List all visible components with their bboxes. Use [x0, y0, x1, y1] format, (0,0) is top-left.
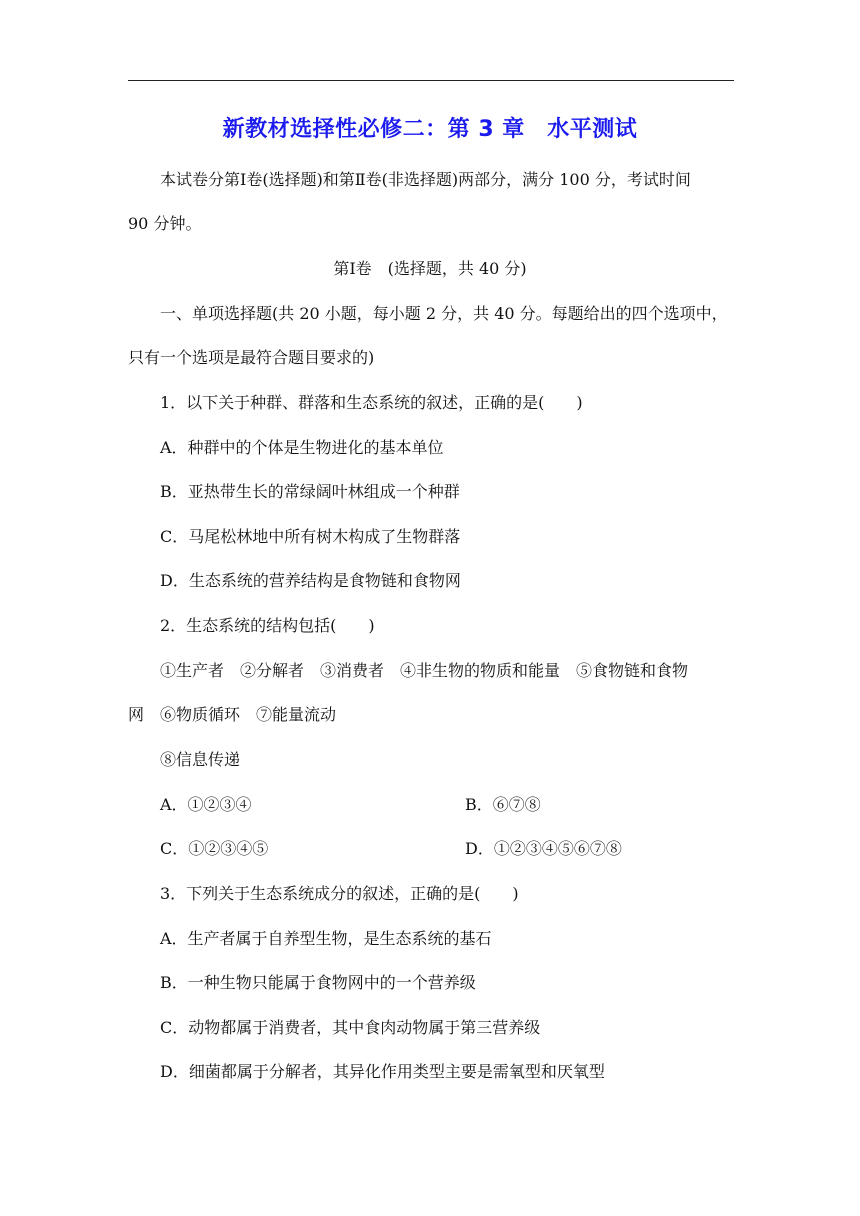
question-2-option-c: C．①②③④⑤ [160, 839, 269, 858]
question-3-stem: 3．下列关于生态系统成分的叙述，正确的是( ) [160, 884, 519, 903]
question-2-option-a: A．①②③④ [160, 795, 252, 814]
question-2-option-d: D．①②③④⑤⑥⑦⑧ [465, 839, 622, 858]
part-instruction-line-2: 只有一个选项是最符合题目要求的) [128, 348, 375, 367]
intro-line-2: 90 分钟。 [128, 214, 202, 233]
question-2-items-line-1: ①生产者 ②分解者 ③消费者 ④非生物的物质和能量 ⑤食物链和食物 [160, 661, 689, 680]
question-2-stem: 2．生态系统的结构包括( ) [160, 616, 375, 635]
question-2-items-line-3: ⑧信息传递 [160, 750, 241, 769]
question-1-option-d: D．生态系统的营养结构是食物链和食物网 [160, 571, 461, 590]
question-1-option-a: A．种群中的个体是生物进化的基本单位 [160, 438, 444, 457]
question-2-items-line-2: 网 ⑥物质循环 ⑦能量流动 [128, 705, 337, 724]
part-instruction-line-1: 一、单项选择题(共 20 小题，每小题 2 分，共 40 分。每题给出的四个选项中， [160, 304, 728, 323]
question-3-option-a: A．生产者属于自养型生物，是生态系统的基石 [160, 929, 492, 948]
question-3-option-d: D．细菌都属于分解者，其异化作用类型主要是需氧型和厌氧型 [160, 1062, 605, 1081]
section-heading: 第Ⅰ卷 (选择题，共 40 分) [333, 259, 527, 278]
question-3-option-c: C．动物都属于消费者，其中食肉动物属于第三营养级 [160, 1018, 541, 1037]
header-rule [128, 80, 734, 81]
question-2-option-b: B．⑥⑦⑧ [465, 795, 541, 814]
question-1-stem: 1．以下关于种群、群落和生态系统的叙述，正确的是( ) [160, 393, 583, 412]
document-title: 新教材选择性必修二：第 3 章 水平测试 [222, 117, 638, 142]
question-3-option-b: B．一种生物只能属于食物网中的一个营养级 [160, 973, 476, 992]
intro-line-1: 本试卷分第Ⅰ卷(选择题)和第Ⅱ卷(非选择题)两部分，满分 100 分，考试时间 [160, 170, 691, 189]
question-1-option-c: C．马尾松林地中所有树木构成了生物群落 [160, 527, 461, 546]
question-1-option-b: B．亚热带生长的常绿阔叶林组成一个种群 [160, 482, 460, 501]
